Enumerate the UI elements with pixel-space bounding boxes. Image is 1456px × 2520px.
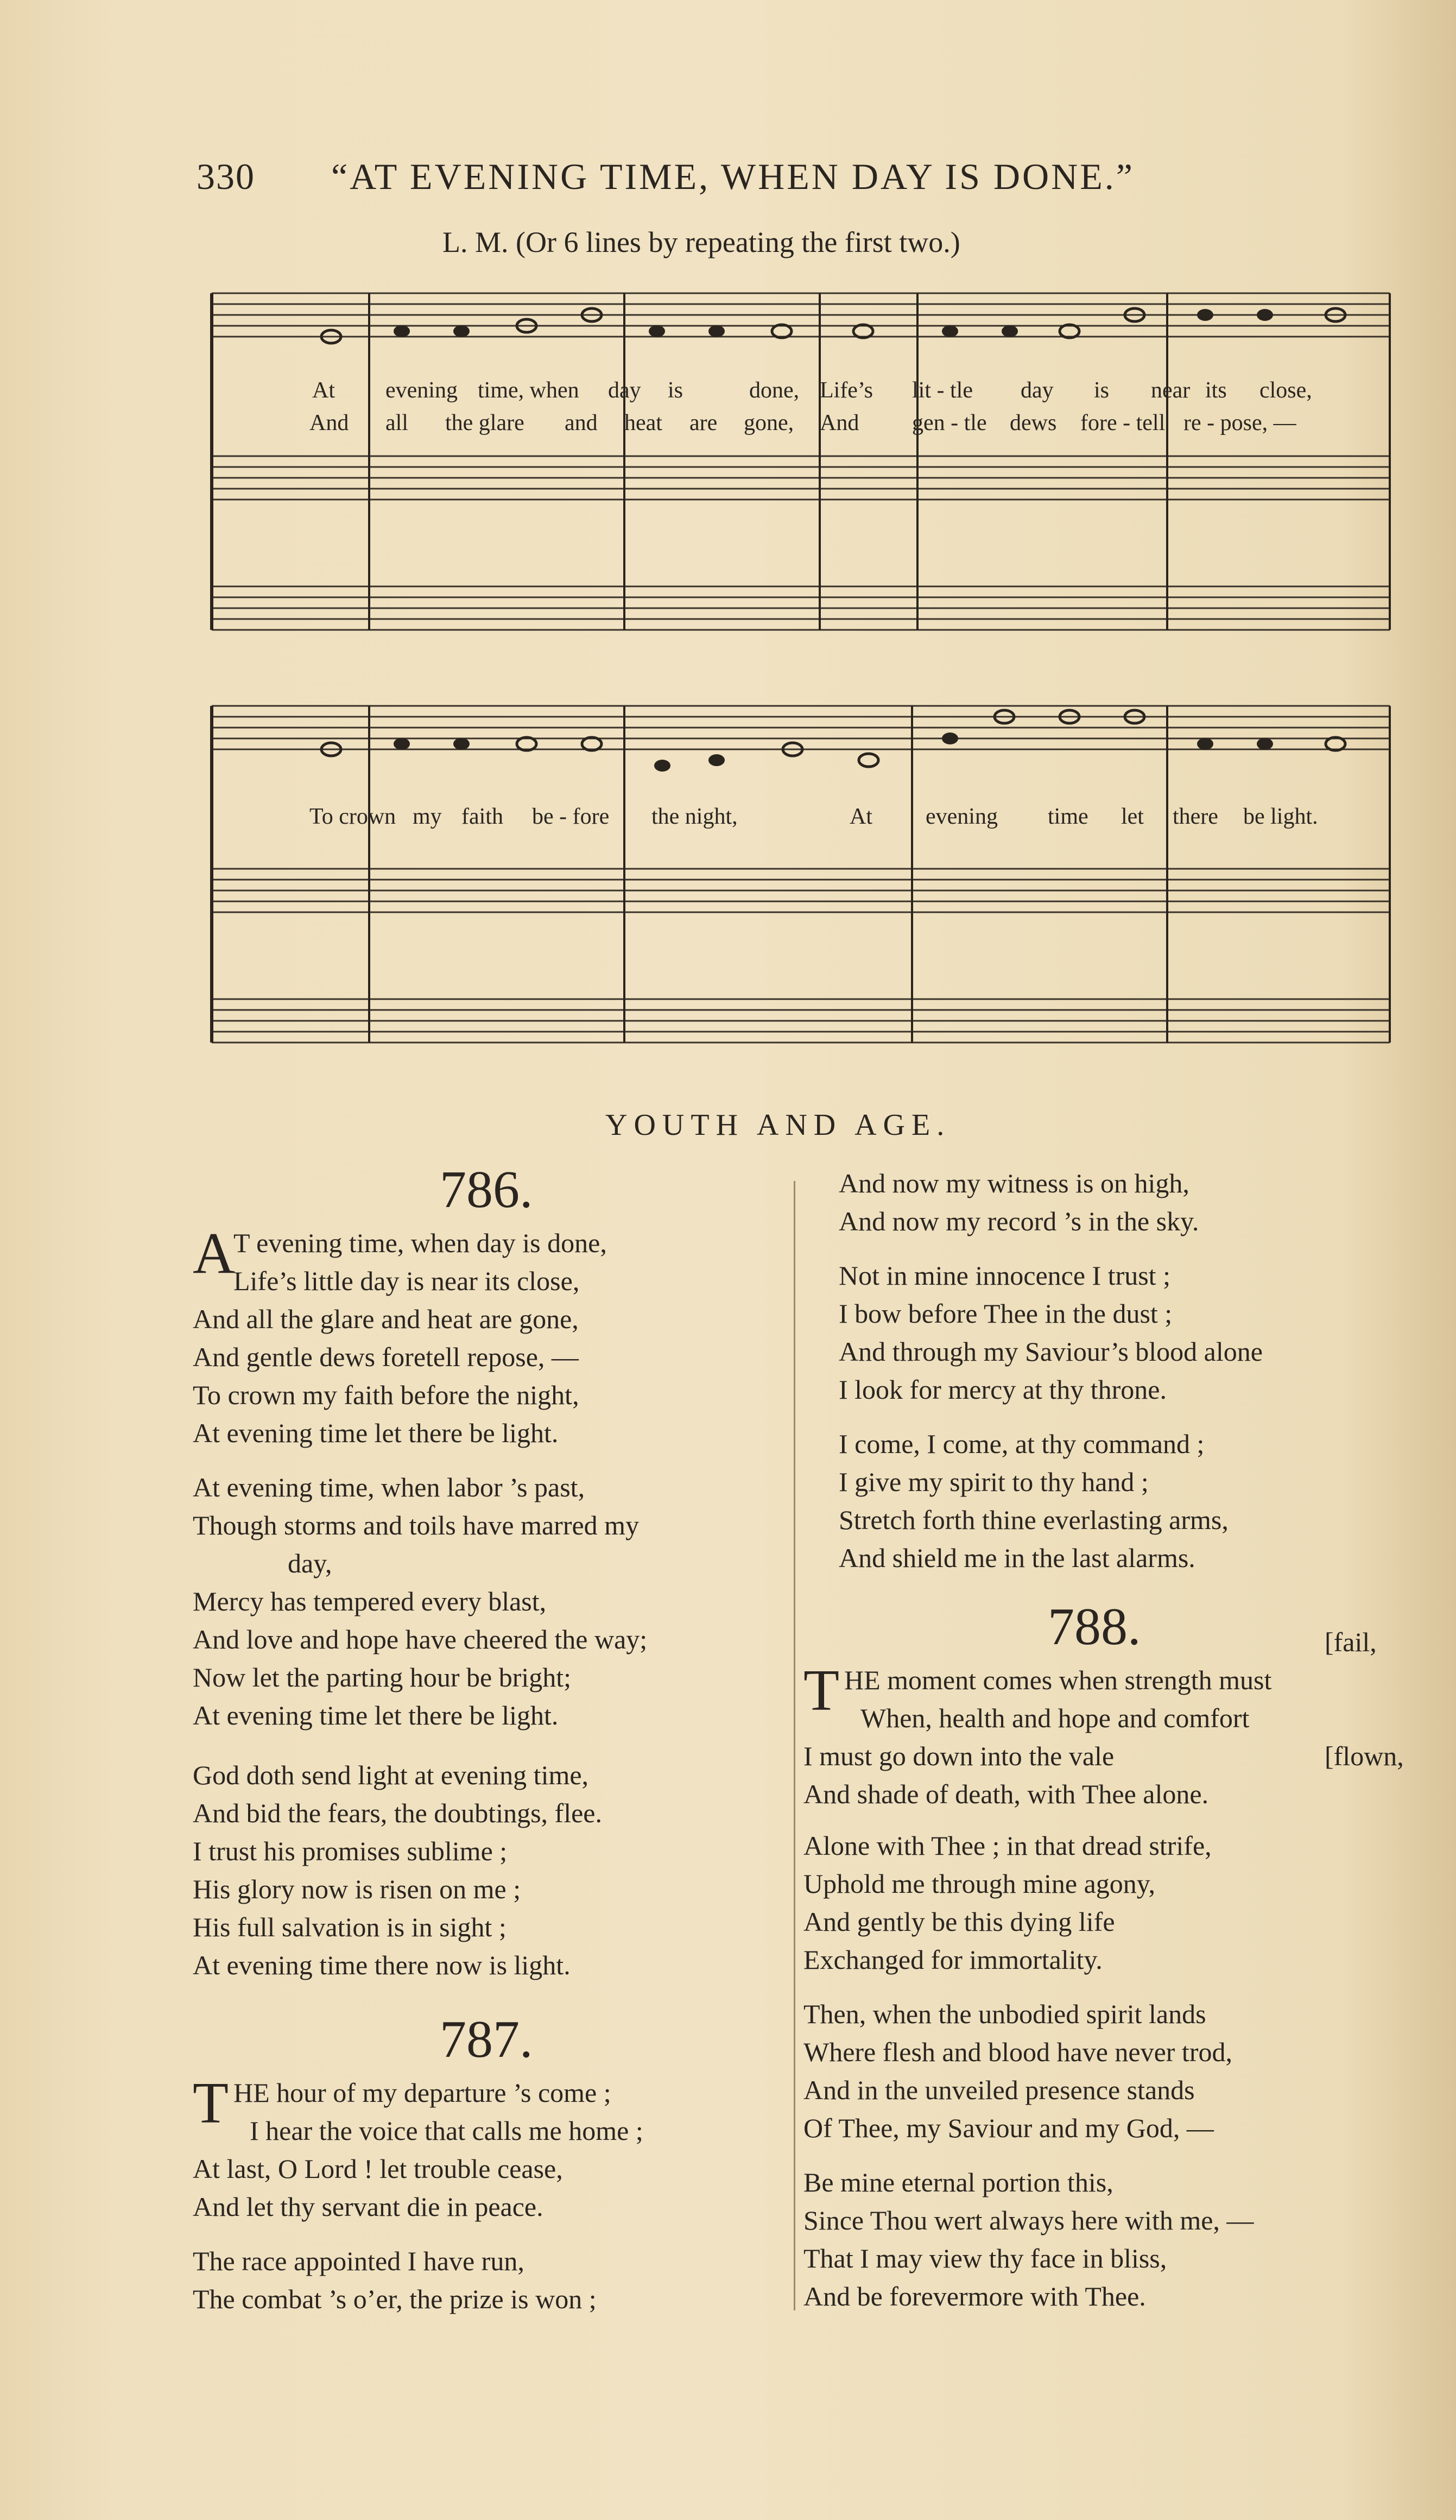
verse-line: And now my witness is on high,	[839, 1168, 1189, 1198]
lyric-word: all	[385, 410, 408, 435]
dropcap-788: T	[803, 1658, 839, 1723]
lyric-word: heat	[624, 410, 662, 435]
verse-line: His full salvation is in sight ;	[193, 1912, 507, 1942]
lyric-word: close,	[1259, 378, 1312, 403]
lyric-word: dews	[1010, 410, 1057, 435]
lyric-word: is	[1094, 378, 1110, 403]
verse-line: Mercy has tempered every blast,	[193, 1586, 547, 1616]
lyric-word: be light.	[1243, 804, 1318, 829]
verse-line: At last, O Lord ! let trouble cease,	[193, 2153, 563, 2184]
verse-line: And now my record ’s in the sky.	[839, 1206, 1199, 1236]
verse-line: [flown,	[1325, 1741, 1404, 1771]
verse-line: That I may view thy face in bliss,	[803, 2243, 1167, 2273]
verse-line: [fail,	[1325, 1627, 1377, 1657]
hymn-number-786: 786.	[440, 1160, 533, 1219]
verse-line: Alone with Thee ; in that dread strife,	[803, 1830, 1212, 1861]
lyric-word: let	[1121, 804, 1144, 829]
lyric-word: and	[565, 410, 598, 435]
system-1-alto-staff	[212, 456, 1390, 500]
verse-line: And let thy servant die in peace.	[193, 2191, 543, 2222]
verse-line: At evening time, when labor ’s past,	[193, 1472, 585, 1502]
lyric-word: To crown	[309, 804, 396, 829]
verse-line: Not in mine innocence I trust ;	[839, 1260, 1170, 1291]
lyric-word: day	[1021, 378, 1054, 403]
verse-line: I look for mercy at thy throne.	[839, 1374, 1167, 1405]
verse-line: At evening time let there be light.	[193, 1418, 559, 1448]
lyric-word: time, when	[478, 378, 579, 403]
lyric-word: there	[1173, 804, 1218, 829]
lyric-word: done,	[749, 378, 800, 403]
verse-line: At evening time there now is light.	[193, 1950, 571, 1980]
verse-line: Exchanged for immortality.	[803, 1944, 1103, 1975]
verse-line: Since Thou wert always here with me, —	[803, 2205, 1254, 2235]
verse-line: Then, when the unbodied spirit lands	[803, 1999, 1206, 2029]
system-2-alto-staff	[212, 869, 1390, 912]
verse-line: I hear the voice that calls me home ;	[250, 2115, 643, 2146]
column-divider	[794, 1181, 795, 2310]
verse-line: Of Thee, my Saviour and my God, —	[803, 2113, 1214, 2143]
verse-line: And in the unveiled presence stands	[803, 2075, 1195, 2105]
lyric-word: time	[1048, 804, 1088, 829]
lyric-word: its	[1205, 378, 1227, 403]
verse-line: And love and hope have cheered the way;	[193, 1624, 648, 1654]
meter-note: L. M. (Or 6 lines by repeating the first two.)	[442, 226, 960, 258]
lyric-word: faith	[461, 804, 503, 829]
lyric-word: At	[312, 378, 335, 403]
lyric-word: are	[689, 410, 718, 435]
lyric-word: near	[1151, 378, 1191, 403]
verse-line: Where flesh and blood have never trod,	[803, 2037, 1232, 2067]
lyric-word: gen - tle	[912, 410, 987, 435]
verse-line: When, health and hope and comfort	[860, 1703, 1250, 1733]
verse-line: And bid the fears, the doubtings, flee.	[193, 1798, 602, 1828]
verse-line: The race appointed I have run,	[193, 2246, 524, 2276]
lyric-word: evening	[385, 378, 458, 403]
lyric-word: At	[850, 804, 872, 829]
verse-line: I bow before Thee in the dust ;	[839, 1298, 1173, 1329]
verse-line: Though storms and toils have marred my	[193, 1510, 640, 1540]
verse-line: At evening time let there be light.	[193, 1700, 559, 1730]
verse-line: His glory now is risen on me ;	[193, 1874, 521, 1904]
lyric-word: the night,	[651, 804, 738, 829]
lyric-word: And	[309, 410, 349, 435]
lyric-word: re - pose, —	[1183, 410, 1296, 435]
verse-line: The combat ’s o’er, the prize is won ;	[193, 2284, 597, 2314]
verse-line: I come, I come, at thy command ;	[839, 1429, 1205, 1459]
verse-line: And gentle dews foretell repose, —	[193, 1342, 579, 1372]
verse-line: HE moment comes when strength must	[844, 1665, 1272, 1695]
lyric-word: And	[820, 410, 859, 435]
verse-line: And shield me in the last alarms.	[839, 1543, 1195, 1573]
hymn-number-788: 788.	[1048, 1597, 1141, 1656]
verse-line: And all the glare and heat are gone,	[193, 1304, 579, 1334]
lyric-word: evening	[926, 804, 998, 829]
verse-line: I give my spirit to thy hand ;	[839, 1467, 1149, 1497]
running-title: “AT EVENING TIME, WHEN DAY IS DONE.”	[331, 156, 1135, 197]
verse-line: HE hour of my departure ’s come ;	[233, 2077, 611, 2108]
section-title: YOUTH AND AGE.	[605, 1108, 951, 1142]
verse-line: Uphold me through mine agony,	[803, 1868, 1156, 1899]
verse-line: And shade of death, with Thee alone.	[803, 1779, 1209, 1809]
lyric-word: is	[668, 378, 683, 403]
verse-line: I trust his promises sublime ;	[193, 1836, 508, 1866]
page-number: 330	[197, 156, 255, 197]
verse-line: To crown my faith before the night,	[193, 1380, 579, 1410]
lyric-word: lit - tle	[912, 378, 973, 403]
hymn-number-787: 787.	[440, 2010, 533, 2069]
verse-line: Stretch forth thine everlasting arms,	[839, 1505, 1229, 1535]
lyric-word: gone,	[744, 410, 794, 435]
lyric-word: be - fore	[532, 804, 610, 829]
system-1-bass-staff	[212, 586, 1390, 630]
verse-line: Now let the parting hour be bright;	[193, 1662, 572, 1692]
lyric-word: the glare	[445, 410, 524, 435]
verse-line: And through my Saviour’s blood alone	[839, 1336, 1263, 1367]
verse-line: day,	[288, 1548, 332, 1578]
verse-line: God doth send light at evening time,	[193, 1760, 589, 1790]
dropcap-787: T	[193, 2071, 229, 2136]
verse-line: T evening time, when day is done,	[233, 1228, 607, 1258]
verse-line: Life’s little day is near its close,	[233, 1266, 580, 1296]
system-2-bass-staff	[212, 999, 1390, 1043]
lyric-word: day	[608, 378, 641, 403]
dropcap-786: A	[193, 1221, 235, 1286]
verse-line: And be forevermore with Thee.	[803, 2281, 1146, 2311]
lyric-word: my	[413, 804, 442, 829]
verse-line: And gently be this dying life	[803, 1906, 1115, 1937]
lyric-word: fore - tell	[1080, 410, 1166, 435]
verse-line: I must go down into the vale	[803, 1741, 1115, 1771]
lyric-word: Life’s	[820, 378, 873, 403]
verse-line: Be mine eternal portion this,	[803, 2167, 1113, 2197]
